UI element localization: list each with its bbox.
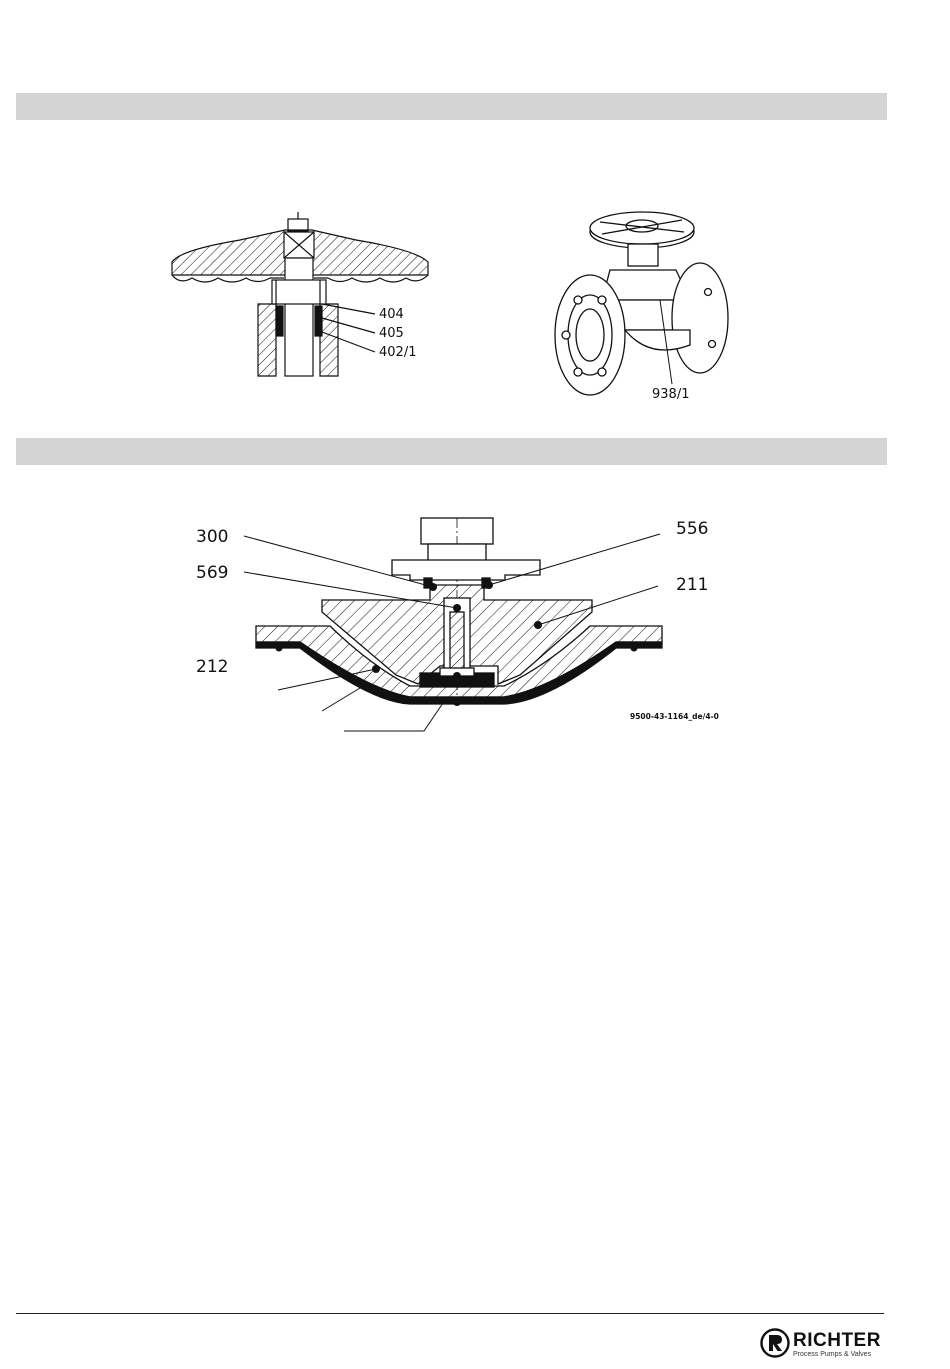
label-405: 405 (379, 326, 404, 341)
label-938-1: 938/1 (652, 387, 690, 402)
diaphragm-section-drawing (244, 518, 662, 731)
footer-rule (16, 1313, 884, 1314)
brand-name: RICHTER (793, 1330, 881, 1351)
valve-isometric-drawing (555, 212, 728, 395)
label-404: 404 (379, 307, 404, 322)
label-556: 556 (676, 519, 709, 539)
richter-logo (760, 1328, 890, 1362)
label-402-1: 402/1 (379, 345, 417, 360)
brand-tagline: Process Pumps & Valves (793, 1351, 872, 1358)
label-211: 211 (676, 575, 709, 595)
richter-logo-icon (760, 1328, 790, 1358)
label-300: 300 (196, 527, 229, 547)
label-569: 569 (196, 563, 229, 583)
drawing-reference: 9500-43-1164_de/4-0 (630, 712, 719, 721)
label-212: 212 (196, 657, 229, 677)
